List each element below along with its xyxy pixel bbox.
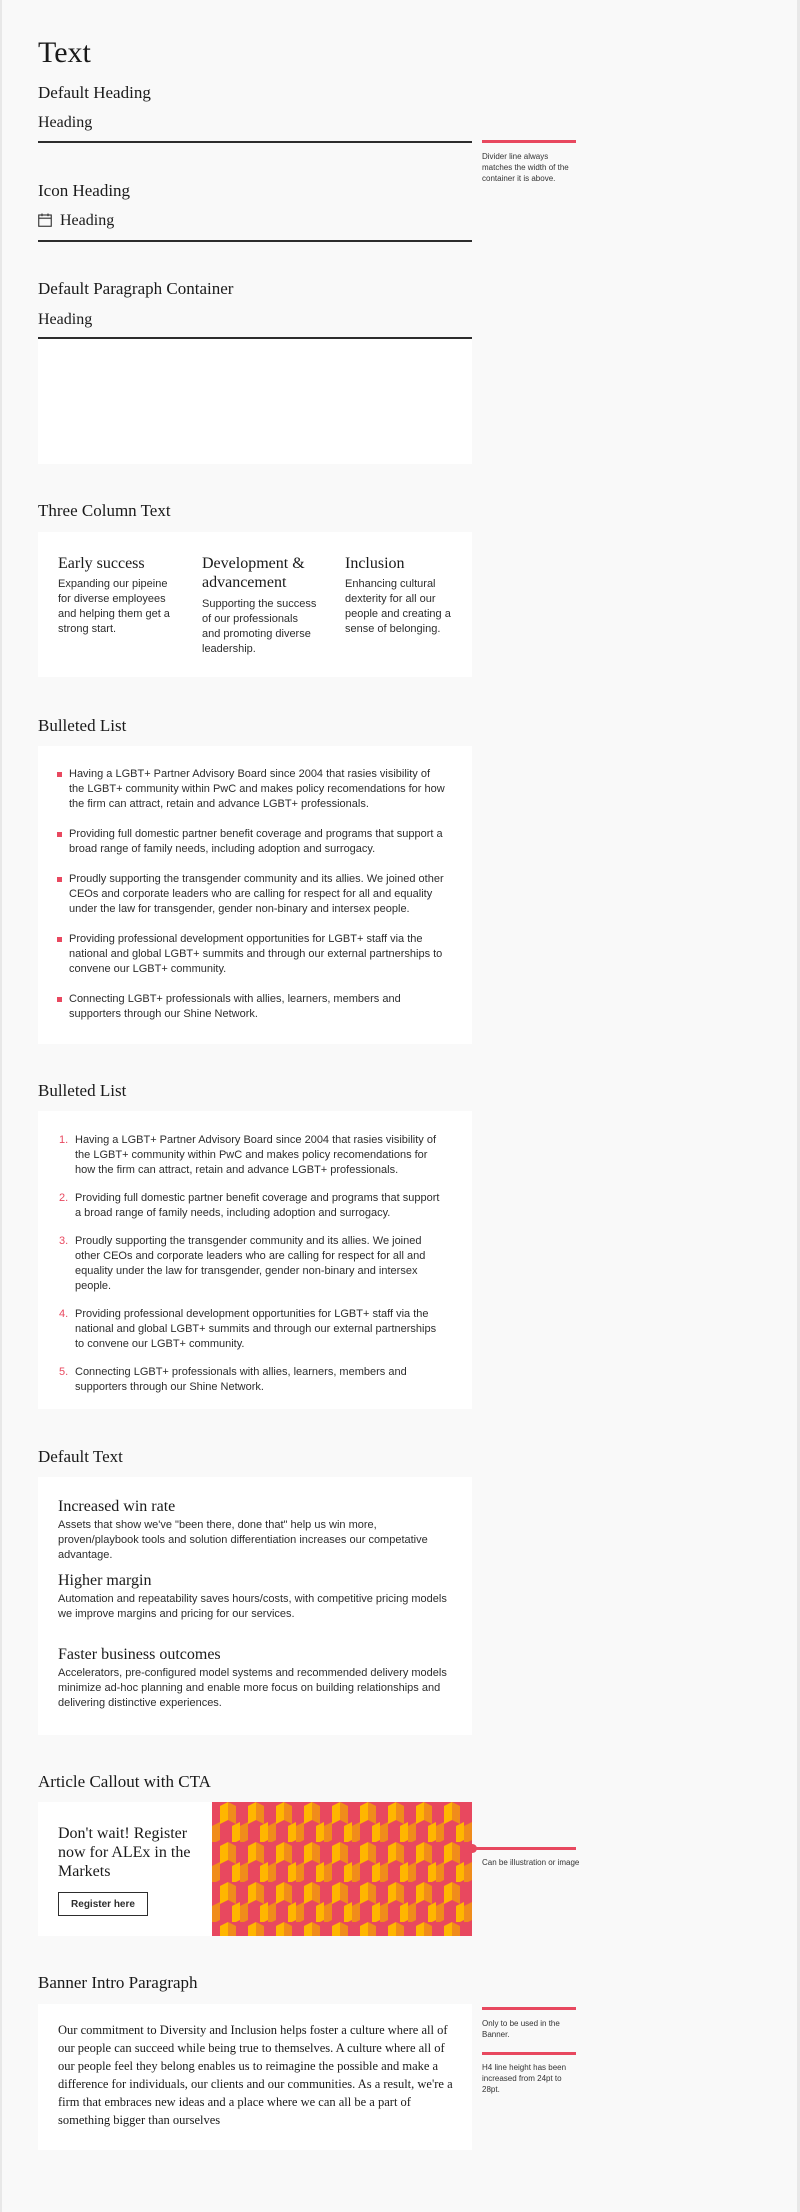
column-inclusion [345, 554, 451, 637]
list-number: 1. [59, 1134, 69, 1146]
default-text-section-title: Default Text [38, 1447, 123, 1466]
numbered-list-section-title: Bulleted List [38, 1081, 127, 1100]
divider-note: Divider line always matches the width of the container it is above. [482, 152, 569, 183]
list-number: 2. [59, 1192, 69, 1204]
list-item: Proudly supporting the transgender community and its allies. We joined other CEOs and corporate leaders who are calling for respect for all and equality under the law for transgender, gender non-binary and intersex people. [38, 872, 448, 917]
icon-heading-section-title: Icon Heading [38, 181, 131, 200]
text-block-title: Higher margin [58, 1572, 152, 1589]
banner-intro-paragraph: Our commitment to Diversity and Inclusion helps foster a culture where all of our people can succeed while being true to themselves. A culture where all of our people feel they belong enables us to reimagine the possible and make a difference for individuals, our clients and our communities. As a result, we're a firm that embraces new ideas and a place where we can all be a part of something bigger than ourselves [58, 2023, 453, 2127]
list-item [38, 1365, 448, 1395]
article-callout-section-title: Article Callout with CTA [38, 1772, 211, 1791]
paragraph-container-heading: Heading [38, 311, 93, 328]
list-item: Providing professional development opportunities for LGBT+ staff via the national and global LGBT+ summits and through our external partnerships to convene our LGBT+ community. [38, 932, 448, 977]
banner-note-1: Only to be used in the Banner. [482, 2019, 560, 2039]
list-item [38, 1307, 448, 1352]
banner-intro-card [38, 2004, 472, 2150]
list-item: Having a LGBT+ Partner Advisory Board since 2004 that rasies visibility of the LGBT+ community within PwC and makes policy recomendations for how the firm can attract, retain and advance LGBT+ professionals. [38, 767, 448, 812]
list-item-text: Proudly supporting the transgender community and its allies. We joined other CEOs and corporate leaders who are calling for respect for all and equality under the law for transgender, gender non-binary and intersex people. [75, 1235, 426, 1292]
calendar-icon [38, 213, 52, 227]
column-title: Early success [58, 555, 145, 572]
page-title: Text [38, 36, 91, 69]
text-block-title: Increased win rate [58, 1498, 176, 1515]
heading-divider [38, 141, 472, 143]
callout-illustration [212, 1802, 472, 1936]
default-heading-text: Heading [38, 114, 93, 131]
column-development [202, 554, 318, 657]
default-text-card [38, 1477, 472, 1735]
text-block-outcomes [58, 1646, 453, 1711]
list-item-text: Connecting LGBT+ professionals with allies, learners, members and supporters through our Shine Network. [75, 1366, 407, 1393]
column-body: Enhancing cultural dexterity for all our people and creating a sense of belonging. [345, 578, 451, 635]
page-left-edge [0, 0, 2, 2212]
text-block-body: Automation and repeatability saves hours/costs, with competitive pricing models we improve margins and pricing for our services. [58, 1593, 447, 1620]
three-column-card [38, 532, 472, 677]
list-item [38, 1133, 448, 1178]
icon-heading-divider [38, 240, 472, 242]
article-callout-card [38, 1802, 212, 1936]
list-number: 3. [59, 1235, 69, 1247]
text-block-title: Faster business outcomes [58, 1646, 221, 1663]
column-title: Inclusion [345, 555, 405, 572]
text-block-win-rate [58, 1498, 453, 1563]
column-early-success [58, 554, 170, 637]
list-number: 4. [59, 1308, 69, 1320]
bulleted-list-section-title: Bulleted List [38, 716, 127, 735]
paragraph-container-section-title: Default Paragraph Container [38, 279, 234, 298]
note-marker-line [482, 140, 576, 143]
default-heading-section-title: Default Heading [38, 83, 151, 102]
callout-note-line [472, 1847, 576, 1850]
list-item [38, 1234, 448, 1294]
list-item-text: Having a LGBT+ Partner Advisory Board since 2004 that rasies visibility of the LGBT+ community within PwC and makes policy recomendations for how the firm can attract, retain and advance LGBT+ professionals. [75, 1134, 437, 1176]
text-block-body: Accelerators, pre-configured model systems and recommended delivery models minimize ad-hoc planning and enable more focus on building relationships and delivering distinctive experiences. [58, 1667, 447, 1709]
callout-headline: Don't wait! Register now for ALEx in the Markets [58, 1825, 191, 1880]
banner-note-line-2 [482, 2052, 576, 2055]
bulleted-list-card [38, 746, 472, 1044]
paragraph-container-card [38, 339, 472, 464]
list-item: Connecting LGBT+ professionals with allies, learners, members and supporters through our Shine Network. [38, 992, 448, 1022]
column-title: Development & advancement [202, 555, 305, 591]
column-body: Supporting the success of our professionals and promoting diverse leadership. [202, 598, 317, 655]
list-item-text: Providing full domestic partner benefit coverage and programs that support a broad range of family needs, including adoption and surrogacy. [75, 1192, 440, 1219]
list-item: Providing full domestic partner benefit coverage and programs that support a broad range of family needs, including adoption and surrogacy. [38, 827, 448, 857]
icon-heading-text: Heading [60, 212, 115, 229]
register-button[interactable]: Register here [58, 1892, 148, 1916]
callout-note: Can be illustration or image [482, 1858, 580, 1867]
banner-intro-section-title: Banner Intro Paragraph [38, 1973, 198, 1992]
text-block-body: Assets that show we've "been there, done that" help us win more, proven/playbook tools and solution differentiation increases our competative advantage. [58, 1519, 428, 1561]
bulleted-list [38, 767, 448, 1022]
three-column-section-title: Three Column Text [38, 501, 171, 520]
list-number: 5. [59, 1366, 69, 1378]
numbered-list-card [38, 1111, 472, 1409]
list-item-text: Providing professional development opportunities for LGBT+ staff via the national and global LGBT+ summits and through our external partnerships to convene our LGBT+ community. [75, 1308, 437, 1350]
banner-note-2: H4 line height has been increased from 24pt to 28pt. [482, 2063, 567, 2094]
banner-note-line-1 [482, 2007, 576, 2010]
text-block-margin [58, 1572, 453, 1622]
list-item [38, 1191, 448, 1221]
numbered-list [38, 1133, 448, 1395]
column-body: Expanding our pipeine for diverse employees and helping them get a strong start. [58, 578, 170, 635]
